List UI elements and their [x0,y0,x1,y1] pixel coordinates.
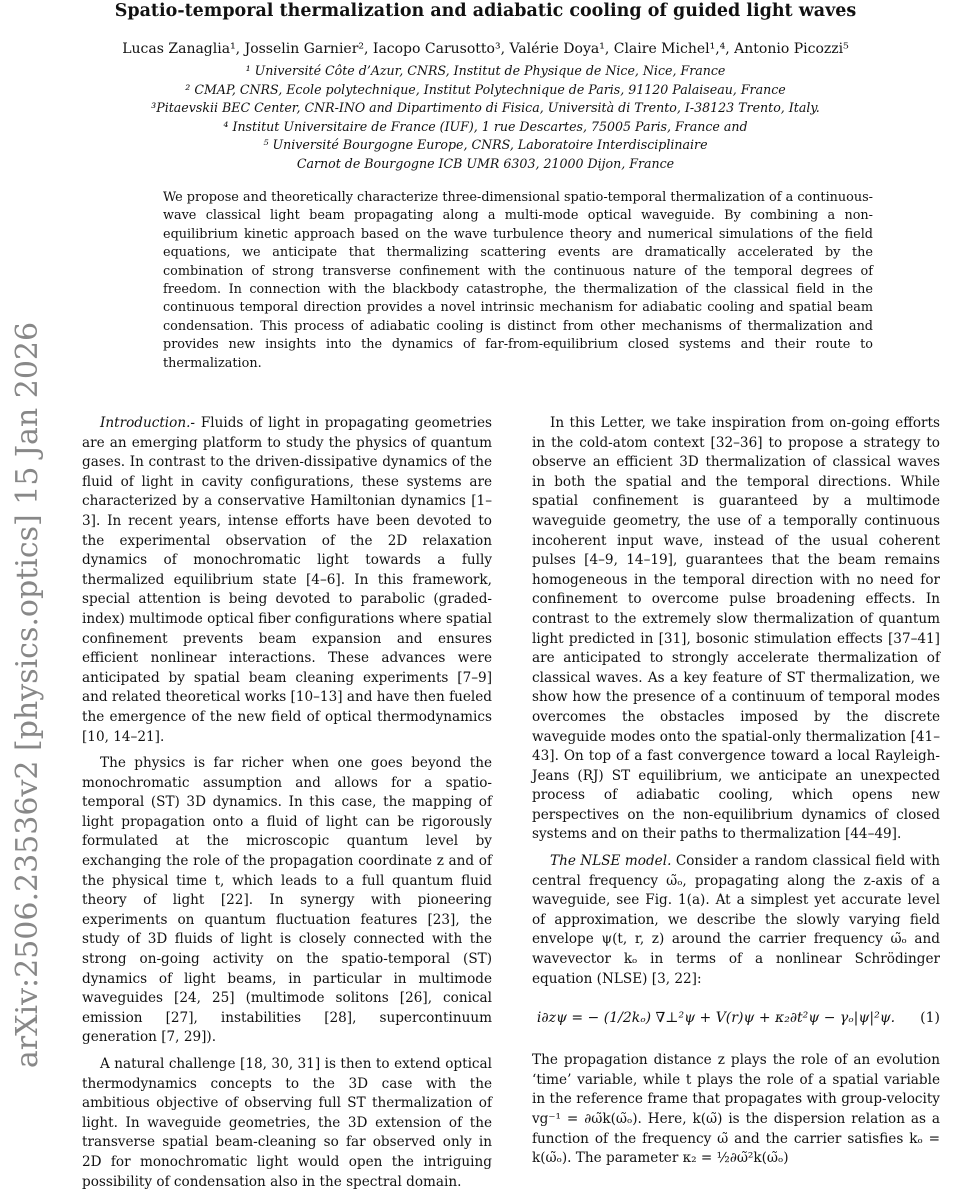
author-list: Lucas Zanaglia¹, Josselin Garnier², Iacopo Carusotto³, Valérie Doya¹, Claire Michel¹,⁴, Antonio Picozzi⁵ [122,41,849,57]
intro-text: Fluids of light in propagating geometries are an emerging platform to study the physics of quantum gases. In contrast to the driven-dissipative dynamics of the fluid of light in cavity configurations, these systems are characterized by a conservative Hamiltonian dynamics [1–3]. In recent years, intense efforts have been devoted to the experimental observation of the 2D relaxation dynamics of monochromatic light towards a fully thermalized equilibrium state [4–6]. In this framework, special attention is being devoted to parabolic (graded-index) multimode optical fiber configurations where spatial confinement prevents beam expansion and ensures efficient nonlinear interactions. These advances were anticipated by spatial beam cleaning experiments [7–9] and related theoretical works [10–13] and have then fueled the emergence of the new field of optical thermodynamics [10, 14–21]. [82,415,492,745]
paragraph-this-letter: In this Letter, we take inspiration from on-going efforts in the cold-atom context [32–36] to propose a strategy to observe an efficient 3D thermalization of classical waves in both the spatial and the temporal directions. While spatial confinement is guaranteed by a multimode waveguide geometry, the use of a temporally continuous incoherent input wave, instead of the usual coherent pulses [4–9, 14–19], guarantees that the beam remains homogeneous in the temporal direction with no need for confinement to overcome pulse broadening effects. In contrast to the extremely slow thermalization of quantum light predicted in [31], bosonic stimulation effects [37–41] are anticipated to strongly accelerate thermalization of classical waves. As a key feature of ST thermalization, we show how the presence of a continuum of temporal modes overcomes the obstacles imposed by the discrete waveguide modes onto the spatial-only thermalization [41–43]. On top of a fast convergence toward a local Rayleigh-Jeans (RJ) ST equilibrium, we anticipate an unexpected process of adiabatic cooling, which opens new perspectives on the non-equilibrium dynamics of closed systems and on their paths to thermalization [44–49]. [532,415,940,843]
section-heading-introduction: Introduction.- [100,415,196,431]
nlse-equation: i∂zψ = − (1/2kₒ) ∇⊥²ψ + V(r)ψ + κ₂∂t²ψ − γₒ|ψ|²ψ. [536,1010,896,1027]
affiliation-4: ⁴ Institut Universitaire de France (IUF), 1 rue Descartes, 75005 Paris, France and [223,118,748,134]
affiliation-1: ¹ Université Côte d’Azur, CNRS, Institut de Physique de Nice, Nice, France [245,63,726,78]
paper-title: Spatio-temporal thermalization and adiabatic cooling of guided light waves [114,1,857,21]
equation-1 [532,999,940,1039]
affiliations [10,62,961,174]
right-column [532,414,940,1169]
nlse-text: Consider a random classical field with central frequency ω̃ₒ, propagating along the z-axis of a waveguide, see Fig. 1(a). At a simplest yet accurate level of approximation, we describe the slowly varying field envelope ψ(t, r, z) around the carrier frequency ω̃ₒ and wavevector kₒ in terms of a nonlinear Schrödinger equation (NLSE) [3, 22]: [532,853,940,987]
nlse-paragraph [532,852,940,989]
paragraph-natural-challenge: A natural challenge [18, 30, 31] is then to extend optical thermodynamics concepts to the 3D case with the ambitious objective of observing full ST thermalization of light. In waveguide geometries, the 3D extension of the transverse spatial beam-cleaning so far observed only in 2D for monochromatic light would open the intriguing possibility of condensation also in the spectral domain. [82,1056,492,1190]
paragraph-st-dynamics: The physics is far richer when one goes beyond the monochromatic assumption and allows for a spatio-temporal (ST) 3D dynamics. In this case, the mapping of light propagation onto a fluid of light can be rigorously formulated at the microscopic quantum level by exchanging the role of the propagation coordinate z and of the physical time t, which leads to a full quantum fluid theory of light [22]. In synergy with pioneering experiments on quantum fluctuation features [23], the study of 3D fluids of light is closely connected with the strong on-going activity on the spatio-temporal (ST) dynamics of light beams, in particular in multimode waveguides [24, 25] (multimode solitons [26], conical emission [27], instabilities [28], supercontinuum generation [7, 29]). [82,755,492,1046]
affiliation-2: ² CMAP, CNRS, Ecole polytechnique, Institut Polytechnique de Paris, 91120 Palaiseau, France [185,81,786,97]
section-heading-nlse: The NLSE model. [550,853,672,870]
abstract: We propose and theoretically characterize three-dimensional spatio-temporal thermalization of a continuous-wave classical light beam propagating along a multi-mode optical waveguide. By combining a non-equilibrium kinetic approach based on the wave turbulence theory and numerical simulations of the field equations, we anticipate that thermalizing scattering events are dramatically accelerated by the combination of strong transverse confinement with the continuous nature of the temporal degrees of freedom. In connection with the blackbody catastrophe, the thermalization of the classical field in the continuous temporal direction provides a novel intrinsic mechanism for adiabatic cooling and spatial beam condensation. This process of adiabatic cooling is distinct from other mechanisms of thermalization and provides new insights into the dynamics of far-from-equilibrium closed systems and their route to thermalization. [163,190,873,371]
left-column [82,414,492,1192]
paragraph-propagation-distance: The propagation distance z plays the role of an evolution ‘time’ variable, while t plays the role of a spatial variable in the reference frame that propagates with group-velocity vg⁻¹ = ∂ω̃k(ω̃ₒ). Here, k(ω̃) is the dispersion relation as a function of the frequency ω̃ and the carrier satisfies kₒ = k(ω̃ₒ). The parameter κ₂ = ½∂ω̃²k(ω̃ₒ) [532,1052,940,1167]
affiliation-5-cont: Carnot de Bourgogne ICB UMR 6303, 21000 Dijon, France [296,155,675,171]
affiliation-3: ³Pitaevskii BEC Center, CNR-INO and Dipartimento di Fisica, Università di Trento, I-38123 Trento, Italy. [151,100,820,116]
affiliation-5: ⁵ Université Bourgogne Europe, CNRS, Laboratoire Interdisciplinaire [263,137,708,153]
equation-number: (1) [920,1010,940,1027]
intro-paragraph [82,414,492,747]
arxiv-identifier: arXiv:2506.23536v2 [physics.optics] 15 Jan 2026 [10,321,45,1069]
